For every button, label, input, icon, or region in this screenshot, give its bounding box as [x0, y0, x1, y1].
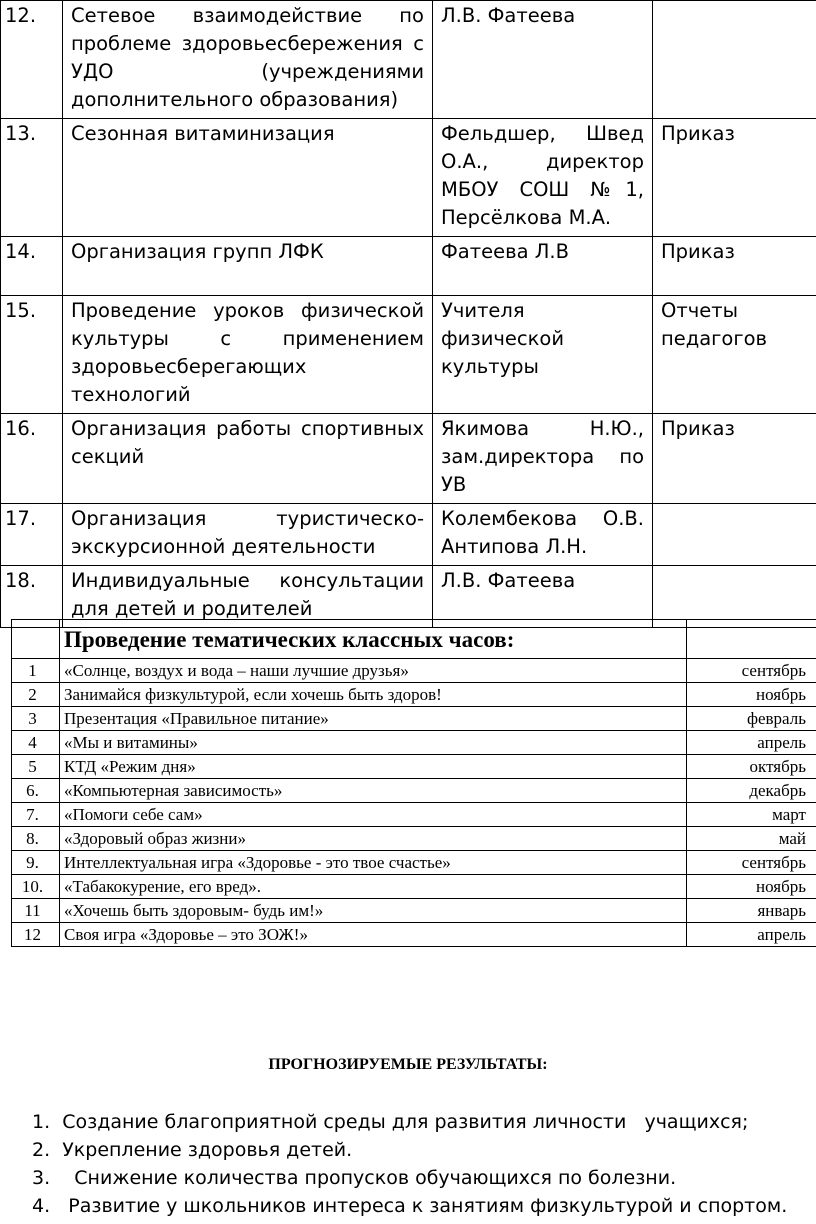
class-hour-month: октябрь — [687, 755, 816, 779]
results-heading: ПРОГНОЗИРУЕМЫЕ РЕЗУЛЬТАТЫ: — [268, 1056, 548, 1073]
class-hour-topic: КТД «Режим дня» — [60, 755, 687, 779]
activity-text: Организация групп ЛФК — [63, 237, 433, 296]
class-hour-month: декабрь — [687, 779, 816, 803]
activity-number: 15. — [1, 296, 63, 414]
class-hour-month: сентябрь — [687, 851, 816, 875]
activity-responsible: Л.В. Фатеева — [433, 1, 653, 119]
activity-document: Приказ — [653, 119, 816, 237]
class-hour-topic: Занимайся физкультурой, если хочешь быть здоров! — [60, 683, 687, 707]
class-hour-topic: «Табакокурение, его вред». — [60, 875, 687, 899]
list-item: 3. Снижение количества пропусков обучающихся по болезни. — [32, 1167, 677, 1189]
class-hours-title: Проведение тематических классных часов: — [60, 620, 687, 659]
row-number: 12 — [12, 923, 60, 947]
activity-document — [653, 504, 816, 566]
list-item: 2. Укрепление здоровья детей. — [32, 1139, 353, 1161]
activity-number: 14. — [1, 237, 63, 296]
class-hour-topic: «Помоги себе сам» — [60, 803, 687, 827]
table-row — [12, 755, 816, 779]
class-hour-topic: Интеллектуальная игра «Здоровье - это твое счастье» — [60, 851, 687, 875]
class-hour-month: ноябрь — [687, 875, 816, 899]
table-row — [1, 119, 816, 237]
class-hour-topic: «Солнце, воздух и вода – наши лучшие друзья» — [60, 659, 687, 683]
activity-text: Организация туристическо-экскурсионной деятельности — [63, 504, 433, 566]
activity-number: 12. — [1, 1, 63, 119]
row-number: 10. — [12, 875, 60, 899]
class-hour-topic: «Мы и витамины» — [60, 731, 687, 755]
class-hour-topic: «Компьютерная зависимость» — [60, 779, 687, 803]
table-row — [1, 504, 816, 566]
row-number: 6. — [12, 779, 60, 803]
table-row — [1, 296, 816, 414]
activity-text: Организация работы спортивных секций — [63, 414, 433, 504]
activity-number: 18. — [1, 566, 63, 628]
activity-text: Индивидуальные консультации для детей и родителей — [63, 566, 433, 628]
row-number: 7. — [12, 803, 60, 827]
row-number: 1 — [12, 659, 60, 683]
class-hour-topic: Своя игра «Здоровье – это ЗОЖ!» — [60, 923, 687, 947]
row-number: 3 — [12, 707, 60, 731]
activity-document — [653, 1, 816, 119]
list-item: 1. Создание благоприятной среды для развития личности учащихся; — [32, 1111, 749, 1133]
row-number: 4 — [12, 731, 60, 755]
class-hour-month: март — [687, 803, 816, 827]
activity-text: Проведение уроков физической культуры с применением здоровьесберегающих технологий — [63, 296, 433, 414]
class-hour-month: май — [687, 827, 816, 851]
row-number: 5 — [12, 755, 60, 779]
class-hour-month: апрель — [687, 923, 816, 947]
class-hour-topic: Презентация «Правильное питание» — [60, 707, 687, 731]
class-hour-topic: «Здоровый образ жизни» — [60, 827, 687, 851]
activity-responsible: Якимова Н.Ю., зам.директора по УВ — [433, 414, 653, 504]
table-row — [1, 237, 816, 296]
table-header-row — [12, 620, 816, 659]
table-row — [12, 779, 816, 803]
table-row — [12, 803, 816, 827]
activity-responsible: Л.В. Фатеева — [433, 566, 653, 628]
activity-responsible: Фельдшер, Швед О.А., директор МБОУ СОШ №1, Персёлкова М.А. — [433, 119, 653, 237]
activity-document: Отчеты педагогов — [653, 296, 816, 414]
table-row — [12, 659, 816, 683]
table-row — [12, 707, 816, 731]
table-row — [12, 923, 816, 947]
table-row — [1, 414, 816, 504]
results-list — [32, 1108, 787, 1220]
row-number: 9. — [12, 851, 60, 875]
table-row — [12, 899, 816, 923]
row-number: 11 — [12, 899, 60, 923]
class-hour-month: ноябрь — [687, 683, 816, 707]
activity-number: 13. — [1, 119, 63, 237]
table-row — [12, 851, 816, 875]
table-row — [12, 827, 816, 851]
activity-responsible: Фатеева Л.В — [433, 237, 653, 296]
activity-document: Приказ — [653, 414, 816, 504]
class-hour-month: сентябрь — [687, 659, 816, 683]
class-hours-table — [11, 619, 816, 947]
activity-document: Приказ — [653, 237, 816, 296]
table-row — [12, 683, 816, 707]
activity-number: 17. — [1, 504, 63, 566]
row-number: 8. — [12, 827, 60, 851]
row-number: 2 — [12, 683, 60, 707]
class-hour-month: февраль — [687, 707, 816, 731]
activity-text: Сетевое взаимодействие по проблеме здоровьесбережения с УДО (учреждениями дополнительного образования) — [63, 1, 433, 119]
header-empty-cell — [12, 620, 60, 659]
class-hour-month: апрель — [687, 731, 816, 755]
list-item: 4. Развитие у школьников интереса к занятиям физкультурой и спортом. — [32, 1195, 788, 1217]
class-hour-month: январь — [687, 899, 816, 923]
activity-responsible: Учителя физической культуры — [433, 296, 653, 414]
header-empty-cell — [687, 620, 816, 659]
activity-text: Сезонная витаминизация — [63, 119, 433, 237]
table-row — [12, 875, 816, 899]
activity-responsible: Колембекова О.В. Антипова Л.Н. — [433, 504, 653, 566]
activity-number: 16. — [1, 414, 63, 504]
class-hour-topic: «Хочешь быть здоровым- будь им!» — [60, 899, 687, 923]
table-row — [1, 1, 816, 119]
table-row — [12, 731, 816, 755]
